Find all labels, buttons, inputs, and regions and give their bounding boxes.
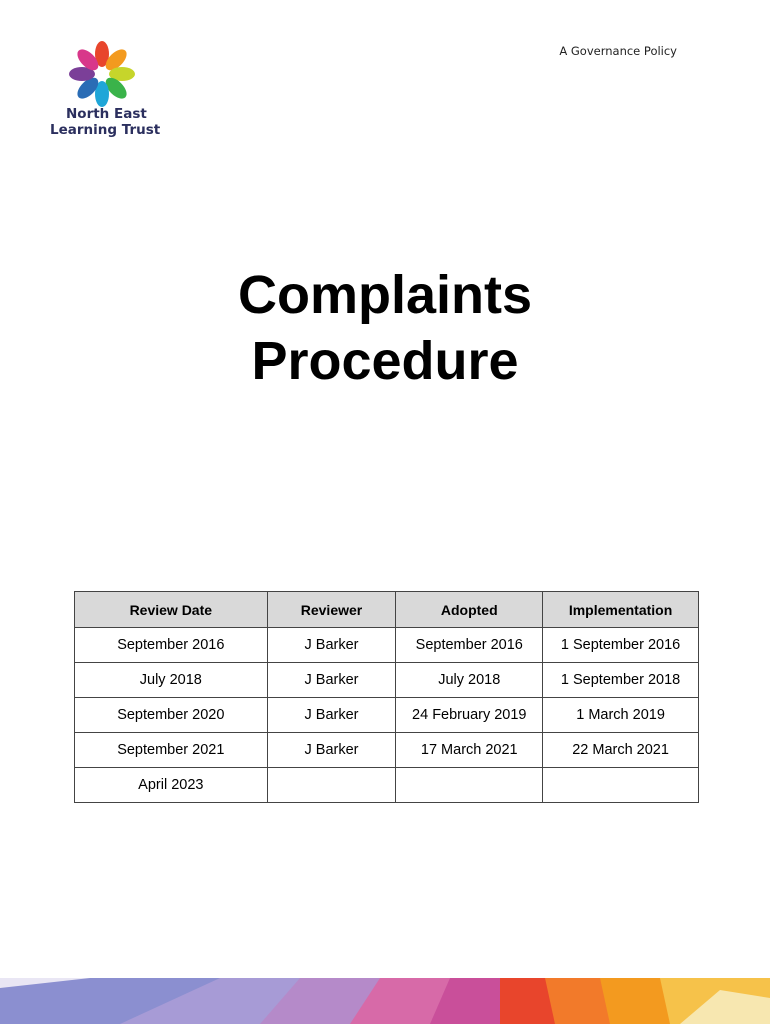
cell-adopted: 24 February 2019: [396, 698, 543, 733]
header-reviewer: Reviewer: [267, 592, 396, 628]
cell-implementation: 22 March 2021: [543, 733, 699, 768]
table-row: [75, 733, 699, 768]
flower-logo-icon: [64, 40, 174, 110]
cell-reviewer: J Barker: [267, 663, 396, 698]
cell-reviewer: [267, 768, 396, 803]
trust-logo: [38, 38, 218, 168]
logo-wordmark: [50, 106, 160, 138]
header-review-date: Review Date: [75, 592, 268, 628]
cell-adopted: July 2018: [396, 663, 543, 698]
table-row: [75, 768, 699, 803]
table-row: [75, 663, 699, 698]
cell-review-date: September 2020: [75, 698, 268, 733]
cell-implementation: 1 September 2018: [543, 663, 699, 698]
cell-adopted: September 2016: [396, 628, 543, 663]
review-table: [74, 591, 699, 803]
cell-adopted: [396, 768, 543, 803]
document-title: [0, 262, 770, 394]
cell-reviewer: J Barker: [267, 733, 396, 768]
cell-review-date: April 2023: [75, 768, 268, 803]
logo-line-2: Learning Trust: [50, 122, 161, 138]
header-adopted: Adopted: [396, 592, 543, 628]
cell-implementation: 1 September 2016: [543, 628, 699, 663]
cell-implementation: 1 March 2019: [543, 698, 699, 733]
title-line-2: Procedure: [251, 331, 519, 391]
cell-implementation: [543, 768, 699, 803]
table-row: [75, 698, 699, 733]
table-header-row: [75, 592, 699, 628]
title-line-1: Complaints: [237, 265, 533, 325]
cell-reviewer: J Barker: [267, 698, 396, 733]
cell-review-date: September 2021: [75, 733, 268, 768]
cell-reviewer: J Barker: [267, 628, 396, 663]
policy-type-label: A Governance Policy: [559, 44, 677, 58]
decorative-footer-band: [0, 978, 770, 1024]
header-implementation: Implementation: [543, 592, 699, 628]
cell-adopted: 17 March 2021: [396, 733, 543, 768]
cell-review-date: July 2018: [75, 663, 268, 698]
table-row: [75, 628, 699, 663]
cell-review-date: September 2016: [75, 628, 268, 663]
logo-line-1: North East: [66, 106, 147, 122]
